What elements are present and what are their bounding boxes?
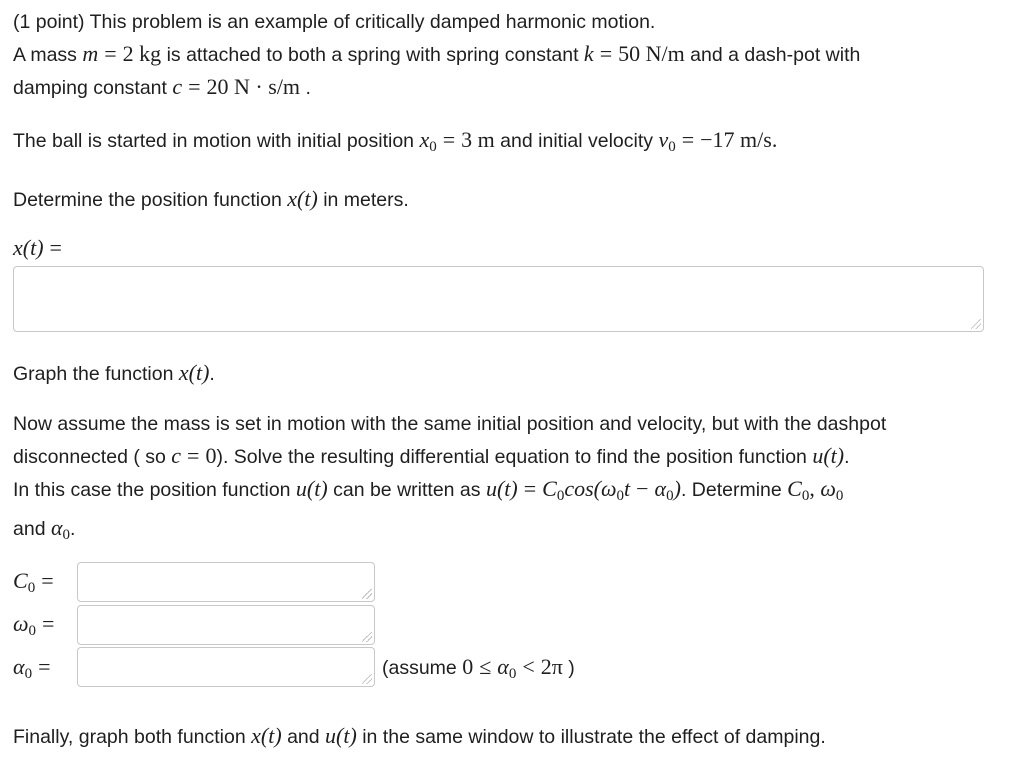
initial-conditions-line: The ball is started in motion with initial position $x_0 = 3$ m and initial velocity $v_0 = -17$ m/s. — [13, 127, 778, 155]
determine-line: Determine the position function x(t) in meters. — [13, 186, 409, 211]
graph-line: Graph the function x(t). — [13, 360, 215, 385]
final-line: Finally, graph both function x(t) and u(t) in the same window to illustrate the effect of damping. — [13, 723, 826, 748]
undamped-paragraph: Now assume the mass is set in motion with the same initial position and velocity, but with the dashpot disconnected ( so c = 0). Solve the resulting differential equation to find the position function u(t). In this case the position function u(t) can be written as $u(t) = C_0\cos(\omega_0t - \alpha_0)$. Determine $C_0$, $\omega_0$ and $\alpha_0$. — [13, 413, 887, 543]
x-of-t-answer-input[interactable] — [13, 266, 984, 332]
C0-label: $C_0$ = — [13, 568, 54, 596]
resize-grip-icon[interactable] — [362, 632, 372, 642]
omega0-label: $\omega_0$ = — [13, 611, 55, 639]
omega0-input[interactable] — [77, 605, 375, 645]
resize-grip-icon[interactable] — [971, 319, 981, 329]
alpha0-input[interactable] — [77, 647, 375, 687]
alpha0-label: $\alpha_0$ = — [13, 654, 51, 682]
alpha0-assumption: (assume $0 \le \alpha_0 < 2\pi$ ) — [382, 654, 575, 682]
intro-line: (1 point) This problem is an example of critically damped harmonic motion. — [13, 11, 656, 33]
C0-input[interactable] — [77, 562, 375, 602]
damping-line: damping constant c = 20 N · s/m . — [13, 74, 311, 99]
x-of-t-label: x(t) = — [13, 235, 62, 260]
problem-text — [13, 7, 1013, 216]
resize-grip-icon[interactable] — [362, 589, 372, 599]
mass-line: A mass m = 2 kg is attached to both a spring with spring constant k = 50 N/m and a dash-pot with — [13, 41, 861, 66]
resize-grip-icon[interactable] — [362, 674, 372, 684]
